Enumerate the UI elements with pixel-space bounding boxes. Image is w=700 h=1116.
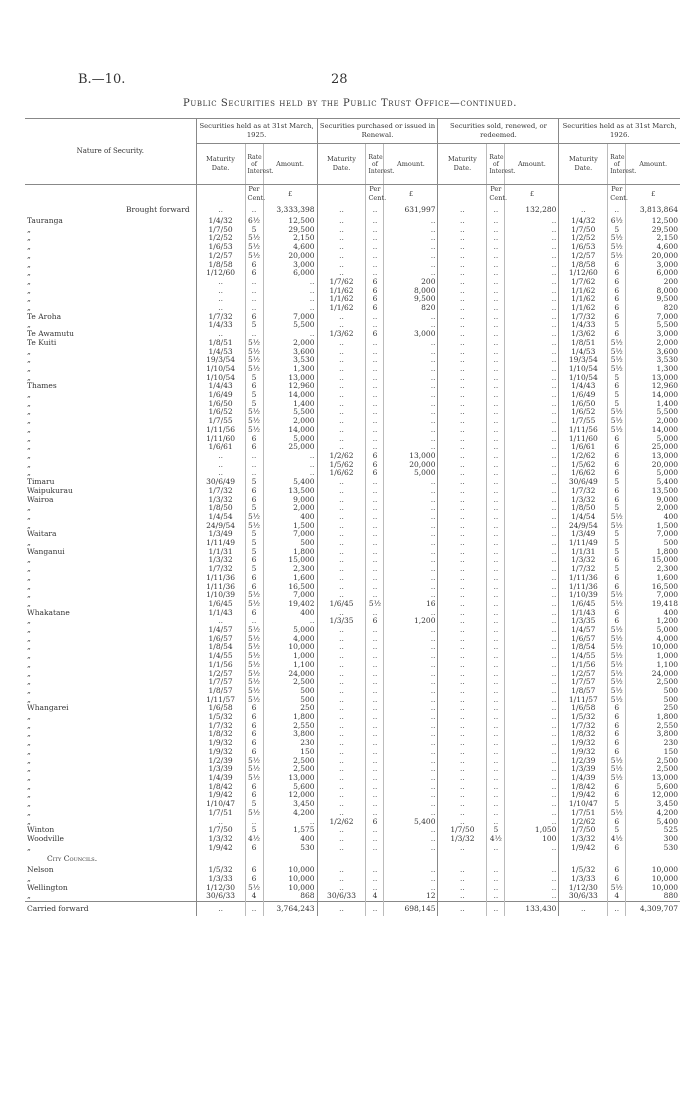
table-row: „ 19/3/54 5½ 3,530 .. .. .. .. .. .. 19/3/54 5½ 3,530	[27, 355, 678, 365]
table-row: „ 1/10/54 5½ 1,300 .. .. .. .. .. .. 1/10/54 5½ 1,300	[27, 363, 678, 373]
amount-header: Amount.	[626, 144, 680, 185]
table-row: „ 1/4/55 5½ 1,000 .. .. .. .. .. .. 1/4/55 5½ 1,000	[27, 651, 678, 661]
table-row: „ 1/8/42 6 5,600 .. .. .. .. .. .. 1/8/42 6 5,600	[27, 781, 678, 791]
table-row: Te Aroha 1/7/32 6 7,000 .. .. .. .. .. .. 1/7/32 6 7,000	[27, 311, 678, 321]
table-row: „ .. .. .. 1/1/62 6 820 .. .. .. 1/1/62 6 820	[27, 303, 678, 313]
table-row: „ 1/2/57 5½ 24,000 .. .. .. .. .. .. 1/2/57 5½ 24,000	[27, 668, 678, 678]
table-row: „ 1/4/54 5½ 400 .. .. .. .. .. .. 1/4/54 5½ 400	[27, 511, 678, 521]
table-row: Nelson 1/5/32 6 10,000 .. .. .. .. .. .. 1/5/32 6 10,000	[27, 865, 678, 875]
rate-header: Rate of Interest.	[608, 144, 626, 185]
table-row: Whangarei 1/6/58 6 250 .. .. .. .. .. .. 1/6/58 6 250	[27, 703, 678, 713]
table-row: „ 1/9/42 6 12,000 .. .. .. .. .. .. 1/9/42 6 12,000	[27, 790, 678, 800]
maturity-header: Maturity Date.	[438, 144, 487, 185]
table-row: „ 1/10/47 5 3,450 .. .. .. .. .. .. 1/10/47 5 3,450	[27, 799, 678, 809]
table-row: „ 1/6/53 5½ 4,600 .. .. .. .. .. .. 1/6/53 5½ 4,600	[27, 242, 678, 252]
table-row: Wanganui 1/1/31 5 1,800 .. .. .. .. .. .. 1/1/31 5 1,800	[27, 546, 678, 556]
table-row: Waitara 1/3/49 5 7,000 .. .. .. .. .. .. 1/3/49 5 7,000	[27, 529, 678, 539]
carried-forward-row: Carried forward .. .. 3,764,243 .. .. 698,145 .. .. 133,430 .. .. 4,309,707	[25, 902, 680, 917]
table-row: Wellington 1/12/30 5½ 10,000 .. .. .. .. .. .. 1/12/30 5½ 10,000	[27, 882, 678, 892]
table-row: Wairoa 1/3/32 6 9,000 .. .. .. .. .. .. 1/3/32 6 9,000	[27, 494, 678, 504]
table-row: „ 1/2/39 5½ 2,500 .. .. .. .. .. .. 1/2/39 5½ 2,500	[27, 755, 678, 765]
document-reference: B.—10.	[78, 72, 126, 87]
table-row: „ 1/2/57 5½ 20,000 .. .. .. .. .. .. 1/2/57 5½ 20,000	[27, 250, 678, 260]
table-row: Winton 1/7/50 5 1,575 .. .. .. 1/7/50 5 1,050 1/7/50 5 525	[27, 825, 678, 835]
table-row: „ 1/10/39 5½ 7,000 .. .. .. .. .. .. 1/10/39 5½ 7,000	[27, 590, 678, 600]
table-row: Thames 1/4/43 6 12,960 .. .. .. .. .. .. 1/4/43 6 12,960	[27, 381, 678, 391]
table-row: „ 1/6/49 5 14,000 .. .. .. .. .. .. 1/6/49 5 14,000	[27, 390, 678, 400]
table-row: „ 1/2/52 5½ 2,150 .. .. .. .. .. .. 1/2/52 5½ 2,150	[27, 233, 678, 243]
table-row: „ 1/6/52 5½ 5,500 .. .. .. .. .. .. 1/6/52 5½ 5,500	[27, 407, 678, 417]
rate-header: Rate of Interest.	[487, 144, 505, 185]
table-row: „ 1/3/32 6 15,000 .. .. .. .. .. .. 1/3/32 6 15,000	[27, 555, 678, 565]
table-row: Tauranga 1/4/32 6½ 12,500 .. .. .. .. .. .. 1/4/32 6½ 12,500	[27, 216, 678, 225]
table-row: „ 1/11/36 6 1,600 .. .. .. .. .. .. 1/11/36 6 1,600	[27, 572, 678, 582]
table-row: „ .. .. .. 1/2/62 6 5,400 .. .. .. 1/2/62 6 5,400	[27, 816, 678, 826]
table-row: „ 1/11/57 5½ 500 .. .. .. .. .. .. 1/11/57 5½ 500	[27, 694, 678, 704]
table-row: „ 1/11/56 5½ 14,000 .. .. .. .. .. .. 1/11/56 5½ 14,000	[27, 424, 678, 434]
table-row: Te Kuiti 1/8/51 5½ 2,000 .. .. .. .. .. .. 1/8/51 5½ 2,000	[27, 337, 678, 347]
table-row: „ 1/4/57 5½ 5,000 .. .. .. .. .. .. 1/4/57 5½ 5,000	[27, 625, 678, 635]
securities-table	[25, 118, 680, 916]
table-row: „ .. .. .. 1/1/62 6 8,000 .. .. .. 1/1/62 6 8,000	[27, 285, 678, 295]
table-row: „ .. .. .. 1/1/62 6 9,500 .. .. .. 1/1/62 6 9,500	[27, 294, 678, 304]
table-row: „ 1/6/45 5½ 19,402 1/6/45 5½ 16 .. .. .. 1/6/45 5½ 19,418	[27, 598, 678, 608]
group-header-1925: Securities held as at 31st March, 1925.	[196, 119, 317, 144]
maturity-header: Maturity Date.	[559, 144, 608, 185]
table-row: „ 1/11/60 6 5,000 .. .. .. .. .. .. 1/11/60 6 5,000	[27, 433, 678, 443]
amount-header: Amount.	[384, 144, 438, 185]
table-row: Woodville 1/3/32 4½ 400 .. .. .. 1/3/32 4½ 100 1/3/32 4½ 300	[27, 833, 678, 843]
table-row: „ 1/8/32 6 3,800 .. .. .. .. .. .. 1/8/32 6 3,800	[27, 729, 678, 739]
table-row: „ 1/4/39 5½ 13,000 .. .. .. .. .. .. 1/4/39 5½ 13,000	[27, 773, 678, 782]
table-row: „ .. .. .. 1/3/35 6 1,200 .. .. .. 1/3/35 6 1,200	[27, 616, 678, 626]
group-header-sold: Securities sold, renewed, or redeemed.	[438, 119, 559, 144]
table-row: „ 1/7/51 5½ 4,200 .. .. .. .. .. .. 1/7/51 5½ 4,200	[27, 807, 678, 817]
nature-header: Nature of Security.	[25, 119, 196, 185]
table-row: „ 1/12/60 6 6,000 .. .. .. .. .. .. 1/12/60 6 6,000	[27, 268, 678, 278]
table-row: „ 1/8/54 5½ 10,000 .. .. .. .. .. .. 1/8/54 5½ 10,000	[27, 642, 678, 652]
table-row: „ 1/9/32 6 150 .. .. .. .. .. .. 1/9/32 6 150	[27, 746, 678, 756]
table-row: „ 1/4/53 5½ 3,600 .. .. .. .. .. .. 1/4/53 5½ 3,600	[27, 346, 678, 356]
table-row: Timaru 30/6/49 5 5,400 .. .. .. .. .. .. 30/6/49 5 5,400	[27, 477, 678, 487]
table-row: „ 30/6/33 4 868 30/6/33 4 12 .. .. .. 30/6/33 4 880	[27, 891, 678, 901]
table-row: „ 1/9/32 6 230 .. .. .. .. .. .. 1/9/32 6 230	[27, 738, 678, 748]
table-row: „ 1/10/54 5 13,000 .. .. .. .. .. .. 1/10/54 5 13,000	[27, 372, 678, 382]
table-row: „ .. .. .. 1/6/62 6 5,000 .. .. .. 1/6/62 6 5,000	[27, 468, 678, 478]
table-row: „ .. .. .. 1/7/62 6 200 .. .. .. 1/7/62 6 200	[27, 276, 678, 286]
table-row: „ .. .. .. 1/5/62 6 20,000 .. .. .. 1/5/62 6 20,000	[27, 459, 678, 469]
city-councils-heading: City Councils.	[47, 854, 98, 864]
maturity-header: Maturity Date.	[317, 144, 366, 185]
table-row: Te Awamutu .. .. .. 1/3/62 6 3,000 .. .. .. 1/3/62 6 3,000	[27, 329, 678, 339]
table-row: „ 1/6/57 5½ 4,000 .. .. .. .. .. .. 1/6/57 5½ 4,000	[27, 633, 678, 643]
page-number: 28	[331, 72, 348, 87]
table-row: „ 1/1/56 5½ 1,100 .. .. .. .. .. .. 1/1/56 5½ 1,100	[27, 659, 678, 669]
table-row: „ 1/7/55 5½ 2,000 .. .. .. .. .. .. 1/7/55 5½ 2,000	[27, 416, 678, 426]
table-row: „ 1/7/50 5 29,500 .. .. .. .. .. .. 1/7/50 5 29,500	[27, 224, 678, 234]
table-row: „ 1/9/42 6 530 .. .. .. .. .. .. 1/9/42 6 530	[27, 842, 678, 852]
table-row: Waipukurau 1/7/32 6 13,500 .. .. .. .. .. .. 1/7/32 6 13,500	[27, 485, 678, 495]
table-row: „ 1/4/33 5 5,500 .. .. .. .. .. .. 1/4/33 5 5,500	[27, 320, 678, 330]
city-councils-heading-row	[25, 852, 680, 866]
table-row: Whakatane 1/1/43 6 400 .. .. .. .. .. .. 1/1/43 6 400	[27, 607, 678, 617]
table-row: „ 1/7/32 5 2,300 .. .. .. .. .. .. 1/7/32 5 2,300	[27, 564, 678, 574]
table-row: „ 1/11/36 6 16,500 .. .. .. .. .. .. 1/11/36 6 16,500	[27, 581, 678, 591]
group-header-purchased: Securities purchased or issued in Renewal.	[317, 119, 438, 144]
table-row: „ .. .. .. 1/2/62 6 13,000 .. .. .. 1/2/62 6 13,000	[27, 450, 678, 460]
units-row: Per Cent. £ Per Cent. £ Per Cent. £ Per Cent. £	[25, 185, 680, 204]
table-row: „ 1/3/39 5½ 2,500 .. .. .. .. .. .. 1/3/39 5½ 2,500	[27, 764, 678, 774]
table-row: „ 24/9/54 5½ 1,500 .. .. .. .. .. .. 24/9/54 5½ 1,500	[27, 520, 678, 530]
table-row: „ 1/8/50 5 2,000 .. .. .. .. .. .. 1/8/50 5 2,000	[27, 503, 678, 513]
group-header-1926: Securities held as at 31st March, 1926.	[559, 119, 680, 144]
amount-header: Amount.	[263, 144, 317, 185]
table-row: „ 1/6/61 6 25,000 .. .. .. .. .. .. 1/6/61 6 25,000	[27, 442, 678, 452]
table-row: „ 1/7/57 5½ 2,500 .. .. .. .. .. .. 1/7/57 5½ 2,500	[27, 677, 678, 687]
rate-header: Rate of Interest.	[366, 144, 384, 185]
maturity-header: Maturity Date.	[196, 144, 245, 185]
table-row: „ 1/7/32 6 2,550 .. .. .. .. .. .. 1/7/32 6 2,550	[27, 720, 678, 730]
table-row: „ 1/5/32 6 1,800 .. .. .. .. .. .. 1/5/32 6 1,800	[27, 712, 678, 722]
table-row: „ 1/8/57 5½ 500 .. .. .. .. .. .. 1/8/57 5½ 500	[27, 685, 678, 695]
amount-header: Amount.	[505, 144, 559, 185]
rate-header: Rate of Interest.	[245, 144, 263, 185]
table-row: „ 1/6/50 5 1,400 .. .. .. .. .. .. 1/6/50 5 1,400	[27, 398, 678, 408]
table-row: „ 1/8/58 6 3,000 .. .. .. .. .. .. 1/8/58 6 3,000	[27, 259, 678, 269]
table-row: „ 1/3/33 6 10,000 .. .. .. .. .. .. 1/3/33 6 10,000	[27, 874, 678, 884]
page-title: Public Securities held by the Public Trust Office—continued.	[183, 98, 517, 109]
table-row: „ 1/11/49 5 500 .. .. .. .. .. .. 1/11/49 5 500	[27, 538, 678, 548]
brought-forward-row: Brought forward .. .. 3,333,398 .. .. 631,997 .. .. 132,280 .. .. 3,813,864	[25, 203, 680, 217]
